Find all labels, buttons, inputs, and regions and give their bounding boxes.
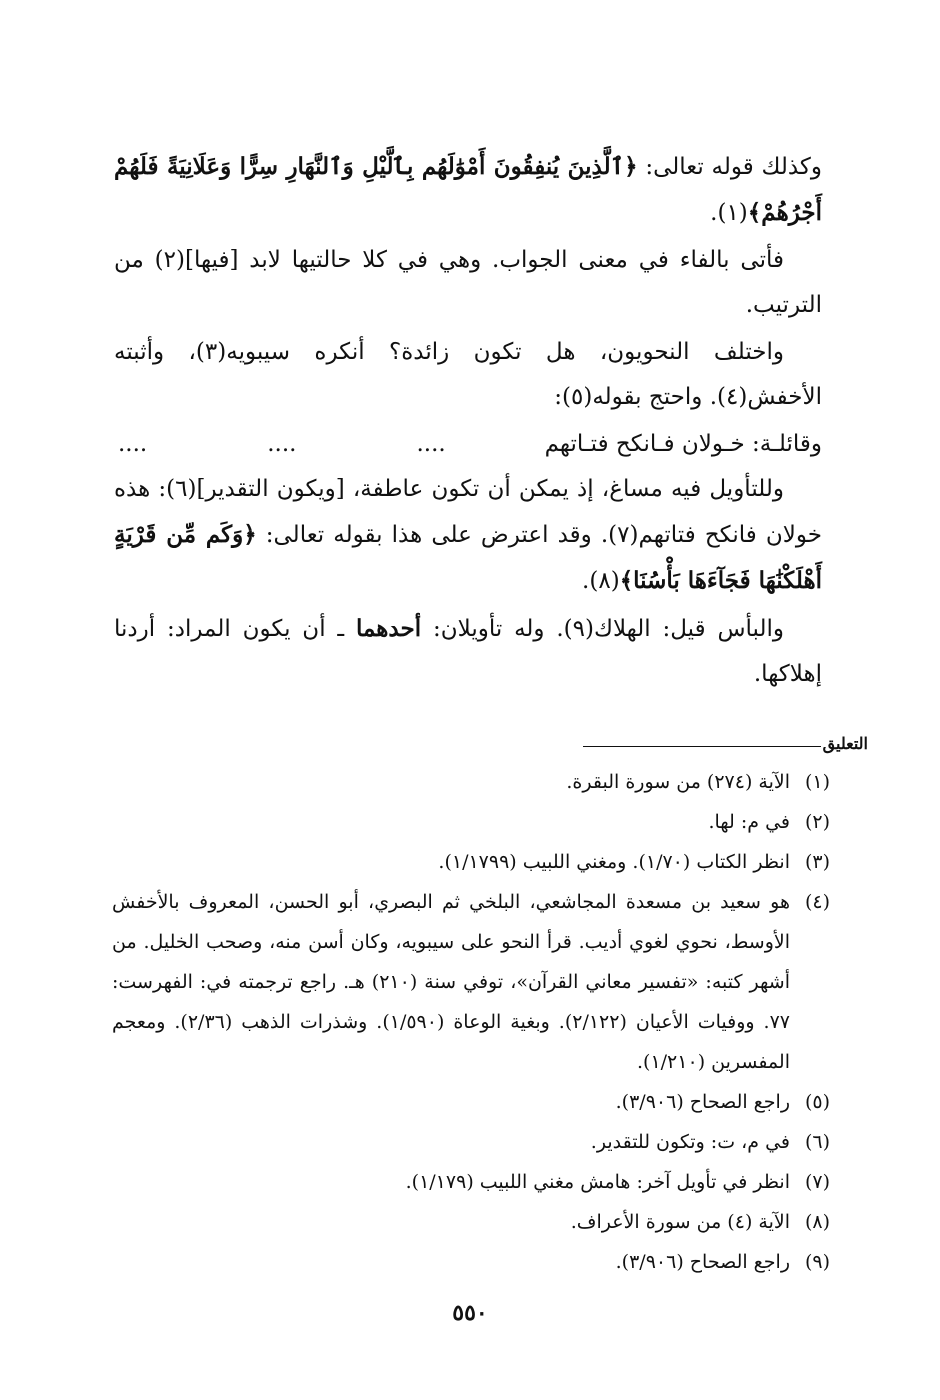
footnote-number: (٣) [804, 851, 830, 873]
poem-ellipsis [114, 422, 446, 467]
footnote [112, 1122, 830, 1162]
poem-verse: وقائلـة: خـولان فـانكح فتـاتهم [544, 431, 822, 457]
footnote [112, 1082, 830, 1122]
poem-dots: .... [118, 431, 148, 457]
footnote-ref-8: (٨). [582, 568, 620, 594]
footnote-text: الآية (٤) من سورة الأعراف. [570, 1211, 790, 1233]
paragraph-6-lead: والبأس قيل: الهلاك(٩). وله تأويلان: [421, 616, 784, 642]
poem-line [114, 422, 822, 467]
quran-verse-2: ﴿وَكَم مِّن قَرْيَةٍ أَهْلَكْنَٰهَا فَجَآءَهَا بَأْسُنَا﴾ [114, 521, 822, 594]
paragraph-6-tail: ـ أن يكون المراد: أردنا إهلاكها. [114, 616, 822, 687]
paragraph-1 [114, 144, 822, 236]
footnote-number: (٧) [804, 1171, 830, 1193]
poem-dots: .... [267, 431, 297, 457]
footnote [112, 802, 830, 842]
paragraph-6 [114, 606, 822, 697]
paragraph-2: فأتى بالفاء في معنى الجواب. وهي في كلا حالتيها لابد [فيها](٢) من الترتيب. [114, 247, 822, 318]
footnote-text: راجع الصحاح (٣/٩٠٦). [615, 1251, 790, 1273]
footnote-number: (٢) [804, 811, 830, 833]
footnote-number: (٩) [804, 1251, 830, 1273]
paragraph-1-lead: وكذلك قوله تعالى: [637, 154, 822, 180]
paragraph-5-text: وللتأويل فيه مساغ، إذ يمكن أن تكون عاطفة، [ويكون التقدير](٦): هذه خولان فانكح فتاتهم(٧). وقد اعترض على هذا بقوله تعالى: [114, 476, 822, 548]
footnote-text: في م، ت: وتكون للتقدير. [590, 1131, 790, 1153]
notes-divider [583, 746, 821, 747]
footnote-text: في م: لها. [708, 811, 790, 833]
footnote [112, 1202, 830, 1242]
footnote [112, 762, 830, 802]
quran-verse-1: ﴿ٱلَّذِينَ يُنفِقُونَ أَمْوَٰلَهُم بِٱلَّيْلِ وَٱلنَّهَارِ سِرًّا وَعَلَانِيَةً فَلَهُمْ أَجْرُهُمْ﴾ [114, 153, 822, 226]
page-number: ٥٥٠ [452, 1300, 488, 1326]
footnote-number: (٤) [804, 891, 830, 913]
paragraph-3: واختلف النحويون، هل تكون زائدة؟ أنكره سيبويه(٣)، وأثبته الأخفش(٤). واحتج بقوله(٥): [114, 339, 822, 410]
footnote-text: راجع الصحاح (٣/٩٠٦). [615, 1091, 790, 1113]
poem-dots: .... [416, 431, 446, 457]
footnote-number: (٥) [804, 1091, 830, 1113]
footnote [112, 1162, 830, 1202]
notes-header [583, 734, 868, 753]
footnote-ref-1: (١). [710, 200, 748, 226]
footnote-number: (١) [804, 771, 830, 793]
footnote-number: (٦) [804, 1131, 830, 1153]
footnote [112, 882, 830, 1082]
footnote-text: انظر في تأويل آخر: هامش مغني اللبيب (١/١٧٩). [405, 1171, 790, 1193]
footnote-text: الآية (٢٧٤) من سورة البقرة. [566, 771, 790, 793]
footnote-number: (٨) [804, 1211, 830, 1233]
notes-label: التعليق [822, 734, 868, 753]
footnote [112, 842, 830, 882]
paragraph-6-bold: أحدهما [356, 615, 422, 642]
footnotes [112, 762, 830, 1282]
paragraph-5 [114, 467, 822, 604]
footnote-text: هو سعيد بن مسعدة المجاشعي، البلخي ثم البصري، أبو الحسن، المعروف بالأخفش الأوسط، نحوي لغوي أديب. قرأ النحو على سيبويه، وكان أسن منه، وصحب الخليل. من أشهر كتبه: «تفسير معاني القرآن»، توفي سنة (٢١٠) هـ. راجع ترجمته في: الفهرست: ٧٧. ووفيات الأعيان (٢/١٢٢). وبغية الوعاة (١/٥٩٠). وشذرات الذهب (٢/٣٦). ومعجم المفسرين (١/٢١٠). [112, 891, 791, 1073]
footnote-text: انظر الكتاب (١/٧٠). ومغني اللبيب (١/١٧٩٩). [438, 851, 790, 873]
footnote [112, 1242, 830, 1282]
main-text [114, 144, 822, 699]
